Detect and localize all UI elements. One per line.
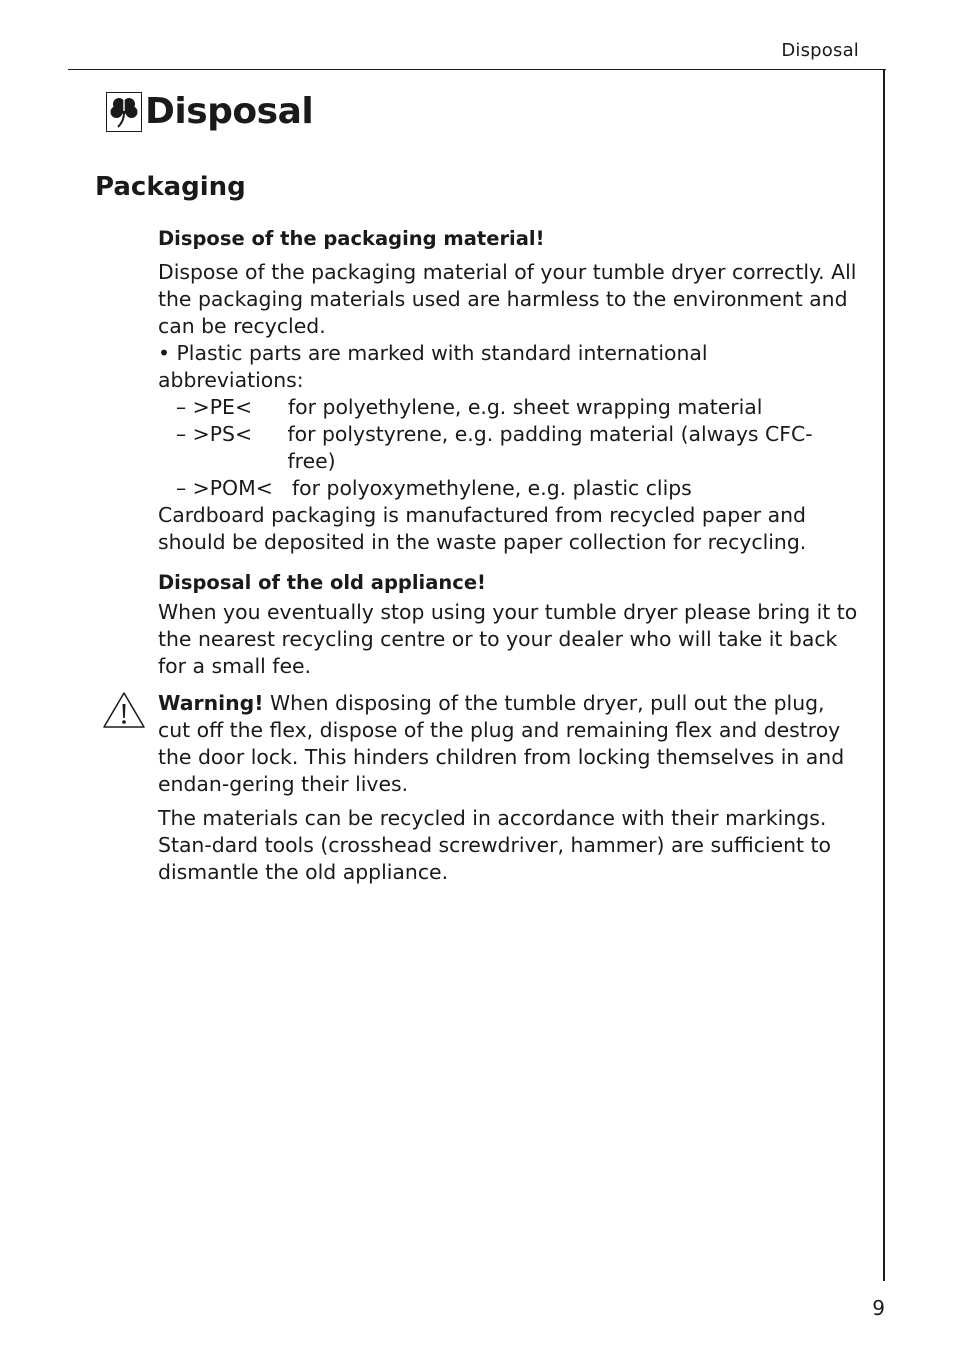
warning-paragraph xyxy=(158,690,858,798)
warning-text: When disposing of the tumble dryer, pull out the plug, cut off the flex, dispose of the plug and remaining flex and destroy the door lock. This hinders children from locking themselves in and endan-gering their lives. xyxy=(158,691,845,796)
abbreviation-description: for polyoxymethylene, e.g. plastic clips xyxy=(292,476,692,500)
side-rule xyxy=(883,69,885,1281)
running-head: Disposal xyxy=(781,40,859,61)
abbreviation-code: – >PE< xyxy=(176,395,253,419)
abbreviation-description: for polystyrene, e.g. padding material (always CFC-free) xyxy=(287,422,813,473)
content xyxy=(158,225,858,886)
warning-label: Warning! xyxy=(158,691,264,715)
top-rule xyxy=(68,69,886,70)
paragraph-packaging: Dispose of the packaging material of your tumble dryer correctly. All the packaging materials used are harmless to the environment and can be recycled. xyxy=(158,260,857,338)
warning-block xyxy=(158,690,858,798)
page-number: 9 xyxy=(872,1296,885,1320)
abbreviation-row xyxy=(158,421,858,475)
warning-triangle-icon xyxy=(101,690,147,730)
subheading-packaging: Dispose of the packaging material! xyxy=(158,227,545,250)
abbreviation-description: for polyethylene, e.g. sheet wrapping material xyxy=(288,395,763,419)
abbreviation-code: – >POM< xyxy=(176,476,273,500)
paragraph-old-appliance: When you eventually stop using your tumble dryer please bring it to the nearest recycling centre or to your dealer who will take it back for a small fee. xyxy=(158,600,858,678)
abbreviation-code: – >PS< xyxy=(176,422,253,446)
subheading-old-appliance: Disposal of the old appliance! xyxy=(158,571,486,594)
title-row xyxy=(106,92,313,132)
paragraph-materials: The materials can be recycled in accordance with their markings. Stan-dard tools (crosshead screwdriver, hammer) are sufficient to dismantle the old appliance. xyxy=(158,806,831,884)
page-title: Disposal xyxy=(145,91,314,132)
abbreviation-row xyxy=(158,394,858,421)
section-heading: Packaging xyxy=(95,172,246,202)
paragraph-cardboard: Cardboard packaging is manufactured from recycled paper and should be deposited in the waste paper collection for recycling. xyxy=(158,503,807,554)
clover-icon xyxy=(106,92,142,132)
bullet-plastic-parts: • Plastic parts are marked with standard international abbreviations: xyxy=(158,341,708,392)
abbreviation-row xyxy=(158,475,858,502)
